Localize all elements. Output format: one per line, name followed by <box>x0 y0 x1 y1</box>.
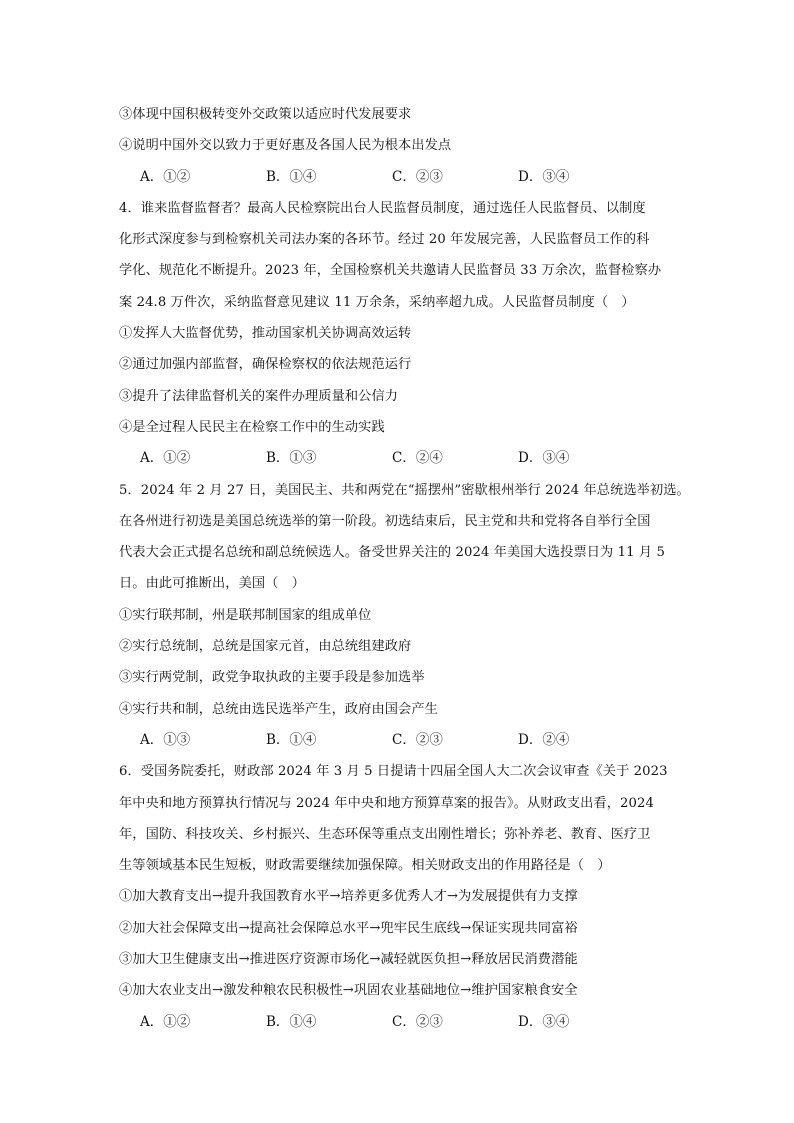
question-4 <box>119 193 679 475</box>
question-stem-line: 6．受国务院委托，财政部 2024 年 3 月 5 日提请十四届全国人大二次会议审查《关于 2023 <box>119 764 668 780</box>
question-stem-line: 年，国防、科技攻关、乡村振兴、生态环保等重点支出刚性增长；弥补养老、教育、医疗卫 <box>119 826 651 842</box>
option-d: D．③④ <box>518 168 570 185</box>
option-b: B．①③ <box>266 450 317 467</box>
option-d: D．②④ <box>518 731 570 748</box>
options-5 <box>119 725 679 756</box>
statement-6-3: ③加大卫生健康支出→推进医疗资源市场化→减轻就医负担→释放居民消费潜能 <box>119 952 578 968</box>
statement-5-4: ④实行共和制，总统由选民选举产生，政府由国会产生 <box>119 701 438 717</box>
question-stem-line: 代表大会正式提名总统和副总统候选人。备受世界关注的 2024 年美国大选投票日为 11 月 5 <box>119 545 665 561</box>
statement-4-3: ③提升了法律监督机关的案件办理质量和公信力 <box>119 388 399 404</box>
statement-5-1: ①实行联邦制，州是联邦制国家的组成单位 <box>119 607 372 623</box>
option-b: B．①④ <box>266 168 317 185</box>
option-b: B．①④ <box>266 1013 317 1030</box>
question-stem-line: 在各州进行初选是美国总统选举的第一阶段。初选结束后，民主党和共和党将各自举行全国 <box>119 513 651 529</box>
options-6 <box>119 1007 679 1038</box>
question-3-tail <box>119 99 679 193</box>
option-a: A．①② <box>140 168 191 185</box>
question-5 <box>119 475 690 757</box>
option-a: A．①③ <box>140 731 191 748</box>
option-d: D．③④ <box>518 1013 570 1030</box>
statement-3-3: ③体现中国积极转变外交政策以适应时代发展要求 <box>119 107 412 122</box>
statement-4-2: ②通过加强内部监督，确保检察权的依法规范运行 <box>119 357 412 373</box>
option-b: B．①④ <box>266 731 317 748</box>
statement-6-4: ④加大农业支出→激发种粮农民积极性→巩固农业基础地位→维护国家粮食安全 <box>119 983 578 999</box>
option-c: C．②③ <box>392 1013 443 1030</box>
statement-3-4: ④说明中国外交以致力于更好惠及各国人民为根本出发点 <box>119 138 452 154</box>
statement-4-4: ④是全过程人民民主在检察工作中的生动实践 <box>119 419 385 435</box>
question-stem-line: 化形式深度参与到检察机关司法办案的各环节。经过 20 年发展完善，人民监督员工作的科 <box>119 232 650 248</box>
option-c: C．②③ <box>392 168 443 185</box>
option-c: C．②③ <box>392 731 443 748</box>
question-stem-line: 生等领域基本民生短板，财政需要继续加强保障。相关财政支出的作用路径是（ ） <box>119 858 611 874</box>
option-a: A．①② <box>140 450 191 467</box>
question-stem-line: 5．2024 年 2 月 27 日，美国民主、共和两党在“摇摆州”密歇根州举行 2024 年总统选举初选。 <box>119 482 690 498</box>
statement-6-2: ②加大社会保障支出→提高社会保障总水平→兜牢民生底线→保证实现共同富裕 <box>119 920 578 936</box>
question-stem-line: 学化、规范化不断提升。2023 年，全国检察机关共邀请人民监督员 33 万余次，监督检察办 <box>119 263 662 279</box>
options-4 <box>119 443 679 474</box>
options-3 <box>119 162 679 193</box>
statement-4-1: ①发挥人大监督优势，推动国家机关协调高效运转 <box>119 326 412 342</box>
statement-5-3: ③实行两党制，政党争取执政的主要手段是参加选举 <box>119 670 425 686</box>
question-stem-line: 日。由此可推断出，美国（ ） <box>119 576 306 592</box>
option-c: C．②④ <box>392 450 443 467</box>
question-stem-line: 年中央和地方预算执行情况与 2024 年中央和地方预算草案的报告》。从财政支出看，2024 <box>119 795 654 811</box>
statement-6-1: ①加大教育支出→提升我国教育水平→培养更多优秀人才→为发展提供有力支撑 <box>119 889 578 905</box>
page-content <box>119 99 690 1038</box>
question-stem-line: 4．谁来监督监督者？最高人民检察院出台人民监督员制度，通过选任人民监督员、以制度 <box>119 200 646 216</box>
option-a: A．①② <box>140 1013 191 1030</box>
option-d: D．③④ <box>518 450 570 467</box>
statement-5-2: ②实行总统制，总统是国家元首，由总统组建政府 <box>119 639 412 655</box>
question-stem-line: 案 24.8 万件次，采纳监督意见建议 11 万余条，采纳率超九成。人民监督员制度（ ） <box>119 294 635 310</box>
question-6 <box>119 756 679 1038</box>
